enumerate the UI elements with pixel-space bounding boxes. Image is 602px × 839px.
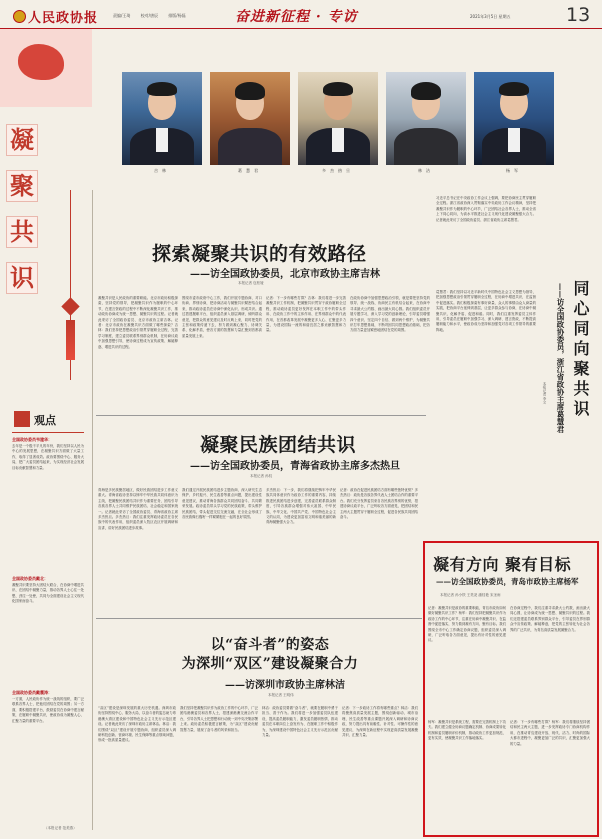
article-body-column: 在协商过程中，我们注重寻求最大公约数，画出最大同心圆，让协商成为统一思想、凝聚共识的过程。我们还搭建委员联系界别群众平台，引导委员在界别群众中宣传政策、解疑释惑，把党的主张转化为社会各界的广泛共识，为青岛高质量发展凝聚合力。 — [510, 606, 590, 632]
article-body-column: 在政协协商中加强思想政治引领，就是要把坚持党的领导、统一战线、协商民主有机结合起来，在协商中寻求最大公约数、画出最大同心圆。我们组织委员开展专题学习，深入学习党的创新理论，引导委员增强四个意识、坚定四个自信、做到两个维护，为凝聚共识打牢思想基础，不断巩固共同思想政治基础，把各方面力量更加紧密地团结在党的周围。 — [350, 296, 430, 333]
article-body-column: 青海是多民族聚居地区，做好民族团结进步工作意义重大。青海省政协坚持以铸牢中华民族共同体意识为主线，把凝聚民族团结共识作为重要任务，团结引导各族各界人士共同维护民族团结、社会稳定和国家统一。记者就此采访了全国政协委员、青海省政协主席多杰热旦。多杰热旦：我们注重发挥政协委员在各民族中的代表作用，组织委员深入牧区农区开展调研和宣讲，讲好民族团结进步故事。 — [98, 488, 178, 530]
article-body-column: 记者：凝聚共识是政协的重要职能，青岛市政协如何做好凝聚共识工作？杨军：我们坚持把凝聚共识作为政协工作的中心环节，注重在协商中凝聚共识、在监督中促进落实，努力做到凝有方向、聚有目标。我们围绕全市中心工作确定协商议题，组织委员深入调研，广泛听取各方面意见，提出有针对性的意见建议。 — [428, 606, 506, 643]
title-char: 共 — [6, 216, 38, 248]
opinion-text: 一方面，人民政协作为统一战线的组织，要广泛联系各界人士，把他们团结在党的周围；另一方面，要积极搭建平台，鼓励委员在协商中建言献策，在履职中凝聚共识，使政协成为凝聚人心、汇聚力量的重要平台。 — [12, 697, 84, 723]
opinion-heading: 全国政协委员戴震涛： — [12, 690, 52, 695]
article-body-column: 围绕市委市政府中心工作，我们开展专题协商、对口协商、界别协商，把协商活动与凝聚共识紧密结合起来，推动政协委员在协商中深化认识、形成共识。通过搭建履职平台，组织委员深入基层调研，倾听群众意见，把群众的意见建议及时反映上来，同时把党的主张和政策传递下去，努力做到凝心聚力、协调关系、化解矛盾，使各方面的智慧和力量汇聚到首都高质量发展上来。 — [182, 296, 262, 338]
article-subtitle: ——访全国政协委员，青岛市政协主席杨军 — [436, 577, 579, 586]
article-subtitle: ——访全国政协委员，浙江省政协主席葛慧君 — [556, 283, 565, 433]
section-divider — [96, 415, 426, 416]
opinion-signature: （本报记者 范美燕） — [44, 826, 77, 830]
article-headline: 凝有方向 聚有目标 — [433, 555, 572, 574]
tassel-icon — [66, 320, 75, 360]
vertical-section-title — [6, 124, 62, 308]
photo-caption: 葛慧君 — [238, 168, 262, 173]
article-headline: 探索凝聚共识的有效路径 — [152, 243, 367, 265]
article-body-column: 我们坚持把凝聚共识作为政协工作的中心环节，广泛团结港澳委员和各界人士，搭建深港澳交流合作平台，引导各界人士把思想和行动统一到中央决策部署上来。政协委员积极建言献策，为“双区”建设贡献智慧力量，展现了奋斗者的风采和担当。 — [180, 706, 258, 732]
article-body-column: 习近平总书记在中央政协工作会议上强调，要把协商民主贯穿履职全过程。浙江省政协深入贯彻落实中央政协工作会议精神，坚持把凝聚共识作为履职的中心环节，广泛团结社会各界人士，推动全省上下同心同向，为高水平推进社会主义现代化建设凝聚强大合力。记者就此采访了全国政协委员、浙江省政协主席葛慧君。 — [436, 196, 536, 222]
article-byline: 本报记者 李文 — [543, 382, 547, 405]
opinion-text: 去年是一个极不平凡的年份，我们坚持以人民为中心的发展思想，在凝聚共识方面做了大量工作，取得了显著成效。政协要围绕中心、服务大局，把广大委员团结起来，为实现经济社会发展目标贡献智慧和力量。 — [12, 444, 84, 470]
opinion-heading: 全国政协委员韦建华： — [12, 437, 52, 442]
article-body-column: 记者：政协在促进民族团结方面有哪些独特优势？多杰热旦：政协是各族各界代表人士团结合作的重要平台。我们充分发挥委员来自各民族各界别的优势，搭建协商议政平台，广泛听取各方面意见，把团结和民主两大主题贯穿于履职全过程，促进各民族共同团结奋斗。 — [340, 488, 418, 520]
article-byline: 本报记者 包松娅 — [238, 281, 264, 285]
article-body-column: 多杰热旦：下一步，我们将继续把铸牢中华民族共同体意识作为政协工作的重要内容，持续推进民族团结进步创建，完善委员联系群众制度，引导各族群众增强对伟大祖国、中华民族、中华文化、中国共产党、中国特色社会主义的认同，为建设更加富裕文明和谐美丽的新青海凝聚强大合力。 — [266, 488, 336, 525]
photo-caption: 吉林 — [154, 168, 170, 173]
article-headline: 以“奋斗者”的姿态 为深圳“双区”建设凝聚合力 — [181, 637, 359, 672]
column-divider — [92, 190, 93, 830]
paper-name: 人民政协报 — [28, 11, 99, 26]
editor-credit: 责编/王琦 — [113, 13, 131, 18]
photo-caption: 多杰热旦 — [322, 168, 354, 173]
photo-caption: 林洁 — [418, 168, 434, 173]
editor-credit: 校对/唐辰 — [140, 13, 158, 18]
article-body-column: 葛慧君：我们坚持以习近平新时代中国特色社会主义思想为指导，把加强思想政治引领贯穿履职全过程，在协商中增进共识，在监督中促进落实。我们积极探索有事好商量、众人的事情由众人商量的实践，把协商平台延伸到基层，让更多群众参与协商，在协商中凝聚共识、化解矛盾、促进和谐。同时，我们注重发挥委员主体作用，引导委员在履职中加强学习、深入调研、建言资政，不断提高履职能力和水平，使政协成为坚持和加强党对各项工作领导的重要阵地。 — [436, 290, 536, 332]
article-subtitle: ——访全国政协委员，北京市政协主席吉林 — [190, 269, 380, 280]
title-char: 识 — [6, 262, 38, 294]
title-char: 聚 — [6, 170, 38, 202]
article-headline: 同心同向聚共识 — [571, 280, 590, 420]
portrait-photo — [386, 72, 466, 165]
cppcc-emblem-icon — [13, 10, 26, 23]
portrait-photo — [298, 72, 378, 165]
article-body-column: 林洁：政协委员要做“奋斗者”，就要在履职中勇于担当、善于作为。我们将进一步加强委员队伍建设，提高委员履职能力，激发委员履职热情，推动委员在本职岗位上奋发有为、在履职工作中积极作为，为深圳建设中国特色社会主义先行示范区贡献力量。 — [262, 706, 338, 738]
opinion-heading: 全国政协委员戴北： — [12, 576, 48, 581]
photo-caption: 杨军 — [506, 168, 522, 173]
page-number: 13 — [566, 4, 591, 26]
article-body-column: 我们通过开展民族团结进步主题协商，深入研究生态保护、乡村振兴、民生改善等重点问题，提出建设性意见建议，推动青海各族群众共同团结奋斗、共同繁荣发展。政协委员带头学习党的民族政策，带头维护民族团结，带头促进交往交流交融，在全社会形成了各民族像石榴籽一样紧紧抱在一起的良好氛围。 — [182, 488, 262, 520]
article-body-column: 杨军：凝聚共识是系统工程，需要在完善机制上下功夫。我们建立健全协商议题确定机制、协商成果转化机制和委员履职评价机制，推动政协工作更加规范、更有实效，使凝聚共识工作落地落实。 — [428, 720, 506, 741]
article-body-column: “双区”建设是深圳发展的重大历史机遇。深圳市政协坚持围绕中心、服务大局，以奋斗者的姿态助力粤港澳大湾区建设和中国特色社会主义先行示范区建设。记者就此采访了深圳市政协主席林洁。林洁：我们围绕“双区”建设开展专题协商，组织委员深入调研科技创新、营商环境、民生保障等重点领域问题，形成一批高质量建议。 — [98, 706, 176, 743]
article-byline: 本报记者 孙权 — [250, 474, 273, 478]
article-subtitle: ——访全国政协委员，青海省政协主席多杰热旦 — [190, 461, 400, 472]
article-body-column: 记者：下一步有哪些打算？杨军：我们将继续坚持团结和民主两大主题，进一步发挥政协专门协商机构作用，在推动青岛建设开放、现代、活力、时尚的国际大都市进程中，凝聚更加广泛的共识，汇聚更加强大的力量。 — [510, 720, 590, 746]
opinion-marker-icon — [14, 411, 30, 427]
section-divider — [96, 618, 422, 619]
editor-credits — [113, 13, 195, 19]
opinion-text: 凝聚共识要坚持大团结大联合，在协商中增进共识、在团结中凝聚力量，推动各界人士心往一处想、劲往一处使，共同为全面建设社会主义现代化国家而奋斗。 — [12, 583, 84, 604]
editor-credit: 排版/杨磊 — [168, 13, 186, 18]
opinion-divider — [12, 432, 84, 433]
article-headline: 凝聚民族团结共识 — [200, 434, 357, 456]
article-subtitle: ——访深圳市政协主席林洁 — [225, 680, 345, 691]
issue-date: 2021年3月5日 星期五 — [470, 14, 511, 19]
column-title: 奋进新征程 · 专访 — [235, 9, 358, 25]
article-byline: 本报记者 王明伟 — [268, 693, 294, 697]
ox-icon — [18, 44, 64, 80]
portrait-photo — [474, 72, 554, 165]
title-char: 凝 — [6, 124, 38, 156]
opinion-label: 观点 — [34, 414, 56, 427]
article-byline: 本报记者 孙小铁 王昊尧 潘桂艳 宋圣雨 — [440, 593, 501, 597]
chinese-knot-icon — [61, 297, 79, 315]
article-body-column: 记者：下一步政协工作将有哪些重点？林洁：我们将聚焦高质量发展主题，围绕创新驱动、城市治理、民生改善等重点课题开展深入调研和协商议政，努力提出具有前瞻性、针对性、可操作性的意见建议，为深圳在新征程中实现更高质量发展凝聚共识、汇聚力量。 — [342, 706, 418, 738]
portrait-photo — [210, 72, 290, 165]
article-body-column: 记者：下一步有哪些打算？吉林：我们将进一步完善凝聚共识工作机制，把凝聚共识贯穿于政协履职全过程，推动政协委员更好发挥在本职工作中的带头作用、在政协工作中的主体作用、在界别群众中的代表作用，在首都改革发展中凝聚更多人心、汇聚更多力量，为建设国际一流的和谐宜居之都贡献智慧和力量。 — [266, 296, 346, 333]
article-body-column: 凝聚共识是人民政协的重要职能。北京市政协积极探索，坚持党的领导，把凝聚共识作为履职的中心环节，在建言资政的过程中不断深化凝聚共识工作，推动政协协商成为统一思想、凝聚共识的过程。记者就此采访了全国政协委员、北京市政协主席吉林。记者：北京市政协在凝聚共识方面做了哪些探索？吉林：我们坚持把思想政治引领贯穿履职全过程，完善学习制度，建立委员联系界别群众机制，在协商议政中加强思想引导，使协商过程成为宣传政策、解疑释惑、增进共识的过程。 — [98, 296, 178, 349]
portrait-photo — [122, 72, 202, 165]
